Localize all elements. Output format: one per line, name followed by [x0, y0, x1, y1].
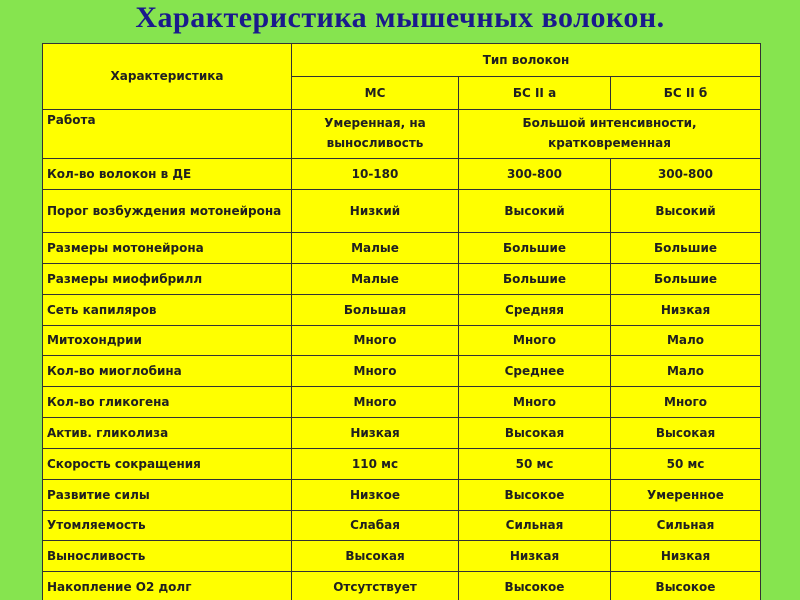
row-value: Высокий — [611, 189, 761, 232]
row-value: Много — [611, 387, 761, 418]
row-value: Умеренная, на выносливость — [292, 109, 459, 158]
row-value: Низкая — [611, 541, 761, 572]
row-value: Много — [459, 387, 611, 418]
page-title: Характеристика мышечных волокон. — [135, 1, 665, 34]
row-label: Кол-во миоглобина — [43, 356, 292, 387]
row-value: Высокое — [611, 572, 761, 600]
table-row — [43, 479, 761, 510]
table-row — [43, 109, 761, 158]
row-label: Работа — [43, 109, 292, 158]
header-type-ms: МС — [292, 76, 459, 109]
table-row — [43, 572, 761, 600]
row-value: Много — [459, 325, 611, 356]
row-value: Высокое — [459, 572, 611, 600]
row-value: Большие — [611, 233, 761, 264]
row-value: Отсутствует — [292, 572, 459, 600]
row-value: 110 мс — [292, 448, 459, 479]
row-value: Много — [292, 387, 459, 418]
row-value: Сильная — [459, 510, 611, 541]
row-value: Большие — [611, 263, 761, 294]
row-label: Скорость сокращения — [43, 448, 292, 479]
table-row — [43, 387, 761, 418]
row-label: Выносливость — [43, 541, 292, 572]
table-row — [43, 510, 761, 541]
header-characteristic: Характеристика — [43, 44, 292, 110]
row-label: Кол-во волокон в ДЕ — [43, 159, 292, 190]
row-value: 300-800 — [611, 159, 761, 190]
row-value: Слабая — [292, 510, 459, 541]
row-value: Высокая — [611, 418, 761, 449]
table-row — [43, 159, 761, 190]
header-fiber-type: Тип волокон — [292, 44, 761, 77]
row-value: Малые — [292, 263, 459, 294]
row-label: Накопление О2 долг — [43, 572, 292, 600]
header-type-bs-2b: БС II б — [611, 76, 761, 109]
row-label: Размеры миофибрилл — [43, 263, 292, 294]
row-value: Высокая — [459, 418, 611, 449]
row-value: Умеренное — [611, 479, 761, 510]
table-row — [43, 541, 761, 572]
row-value: 10-180 — [292, 159, 459, 190]
row-label: Развитие силы — [43, 479, 292, 510]
row-value: Сильная — [611, 510, 761, 541]
row-value: Высокое — [459, 479, 611, 510]
table-row — [43, 356, 761, 387]
row-value: Низкая — [292, 418, 459, 449]
row-value: Большой интенсивности, кратковременная — [459, 109, 761, 158]
row-label: Размеры мотонейрона — [43, 233, 292, 264]
row-value: Большая — [292, 294, 459, 325]
row-label: Порог возбуждения мотонейрона — [43, 189, 292, 232]
fiber-characteristics-table — [42, 43, 761, 600]
row-value: Мало — [611, 356, 761, 387]
table-header-row — [43, 44, 761, 77]
row-value: Много — [292, 325, 459, 356]
table-row — [43, 263, 761, 294]
row-value: Низкая — [611, 294, 761, 325]
row-value: Средняя — [459, 294, 611, 325]
row-value: Мало — [611, 325, 761, 356]
row-value: Низкий — [292, 189, 459, 232]
row-value: Большие — [459, 263, 611, 294]
row-value: Низкое — [292, 479, 459, 510]
row-value: Много — [292, 356, 459, 387]
row-value: Высокий — [459, 189, 611, 232]
table-row — [43, 189, 761, 232]
row-value: Высокая — [292, 541, 459, 572]
row-value: 50 мс — [611, 448, 761, 479]
row-value: Большие — [459, 233, 611, 264]
row-value: Среднее — [459, 356, 611, 387]
row-value: 300-800 — [459, 159, 611, 190]
row-label: Утомляемость — [43, 510, 292, 541]
header-type-bs-2a: БС II а — [459, 76, 611, 109]
row-label: Кол-во гликогена — [43, 387, 292, 418]
table-row — [43, 294, 761, 325]
row-label: Сеть капиляров — [43, 294, 292, 325]
table-row — [43, 233, 761, 264]
table-row — [43, 418, 761, 449]
table-row — [43, 325, 761, 356]
row-value: 50 мс — [459, 448, 611, 479]
row-label: Актив. гликолиза — [43, 418, 292, 449]
row-value: Малые — [292, 233, 459, 264]
row-label: Митохондрии — [43, 325, 292, 356]
table-row — [43, 448, 761, 479]
row-value: Низкая — [459, 541, 611, 572]
